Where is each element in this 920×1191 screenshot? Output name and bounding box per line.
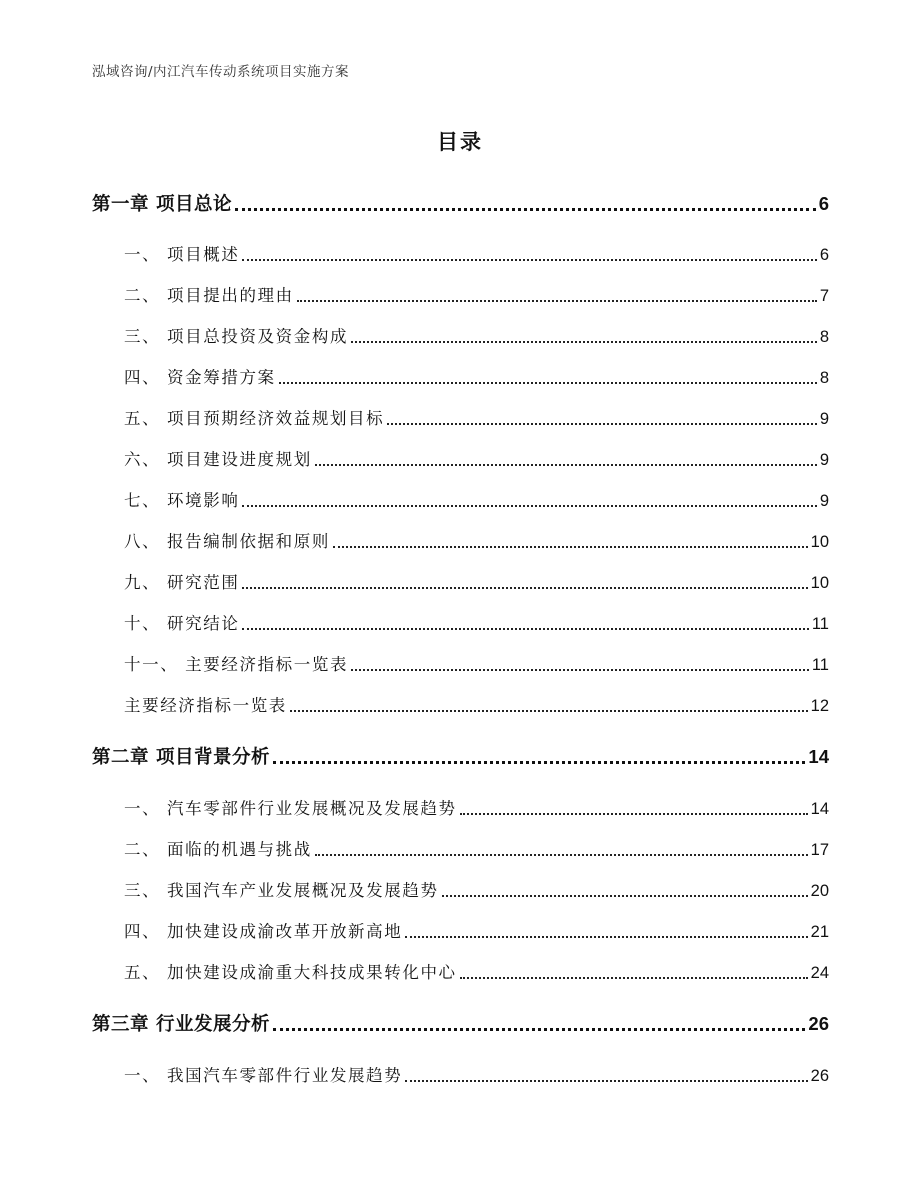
toc-entry-page: 14 <box>810 800 829 818</box>
toc-entry-label: 第一章 项目总论 <box>92 194 232 215</box>
dot-leader <box>351 669 809 671</box>
toc-entry-label: 八、 报告编制依据和原则 <box>124 532 330 551</box>
toc-entry-page: 11 <box>811 656 829 674</box>
toc-entry-label: 五、 项目预期经济效益规划目标 <box>124 409 385 428</box>
toc-entry-label: 四、 加快建设成渝改革开放新高地 <box>124 922 403 941</box>
toc-entry-page: 10 <box>810 574 829 592</box>
dot-leader <box>387 423 817 425</box>
dot-leader <box>351 341 817 343</box>
toc-entry-label: 一、 我国汽车零部件行业发展趋势 <box>124 1066 403 1085</box>
toc-entry-page: 24 <box>810 964 829 982</box>
toc-entry[interactable] <box>124 651 829 675</box>
toc-entry[interactable] <box>124 323 829 347</box>
toc-entry-page: 7 <box>819 287 829 305</box>
dot-leader <box>405 936 807 938</box>
toc-entry-page: 8 <box>819 369 829 387</box>
toc-entry[interactable] <box>124 569 829 593</box>
toc-entry-page: 10 <box>810 533 829 551</box>
toc-entry[interactable] <box>124 1062 829 1086</box>
toc-entry-label: 七、 环境影响 <box>124 491 240 510</box>
dot-leader <box>405 1080 807 1082</box>
dot-leader <box>279 382 817 384</box>
toc-entry-label: 第二章 项目背景分析 <box>92 747 270 768</box>
toc-entry[interactable] <box>124 282 829 306</box>
toc-entry-label: 五、 加快建设成渝重大科技成果转化中心 <box>124 963 457 982</box>
toc-entry[interactable] <box>124 405 829 429</box>
toc-entry-page: 21 <box>810 923 829 941</box>
dot-leader <box>290 710 808 712</box>
dot-leader <box>460 813 808 815</box>
toc-entry-label: 十、 研究结论 <box>124 614 240 633</box>
toc-entry[interactable] <box>124 528 829 552</box>
toc-entry[interactable] <box>124 959 829 983</box>
dot-leader <box>242 628 808 630</box>
toc-entry-label: 四、 资金筹措方案 <box>124 368 276 387</box>
toc-entry-chapter-1[interactable] <box>92 190 829 216</box>
toc-entry-label: 六、 项目建设进度规划 <box>124 450 312 469</box>
dot-leader <box>315 854 808 856</box>
toc-entry[interactable] <box>124 836 829 860</box>
toc-title: 目录 <box>437 130 483 154</box>
toc-entry[interactable] <box>124 364 829 388</box>
dot-leader <box>297 300 817 302</box>
dot-leader <box>460 977 808 979</box>
toc-entry[interactable] <box>124 877 829 901</box>
toc-entry-page: 12 <box>810 697 829 715</box>
toc-entry-chapter-2[interactable] <box>92 743 829 769</box>
dot-leader <box>242 587 807 589</box>
dot-leader <box>442 895 808 897</box>
toc-entry-chapter-3[interactable] <box>92 1010 829 1036</box>
running-header: 泓域咨询/内江汽车传动系统项目实施方案 <box>92 64 350 80</box>
toc-entry-page: 26 <box>808 1013 829 1034</box>
toc-entry[interactable] <box>124 487 829 511</box>
toc-entry-page: 9 <box>819 451 829 469</box>
dot-leader <box>315 464 817 466</box>
toc-entry-label: 九、 研究范围 <box>124 573 240 592</box>
toc-entry-label: 二、 面临的机遇与挑战 <box>124 840 312 859</box>
toc-entry-label: 一、 汽车零部件行业发展概况及发展趋势 <box>124 799 457 818</box>
dot-leader <box>242 505 816 507</box>
toc-entry-label: 三、 项目总投资及资金构成 <box>124 327 349 346</box>
toc-entry[interactable] <box>124 795 829 819</box>
toc-entry-label: 主要经济指标一览表 <box>124 696 287 715</box>
dot-leader <box>333 546 808 548</box>
toc-entry-page: 26 <box>810 1067 829 1085</box>
toc-entry[interactable] <box>124 692 829 716</box>
toc-entry-label: 一、 项目概述 <box>124 245 240 264</box>
toc-entry-page: 9 <box>819 492 829 510</box>
toc-entry-page: 8 <box>819 328 829 346</box>
toc-entry-page: 6 <box>818 193 829 214</box>
toc-entry-page: 11 <box>811 615 829 633</box>
dot-leader <box>242 259 816 261</box>
dot-leader <box>273 1028 805 1031</box>
toc-entry-page: 9 <box>819 410 829 428</box>
dot-leader <box>235 208 816 211</box>
toc-entry[interactable] <box>124 241 829 265</box>
toc-entry[interactable] <box>124 918 829 942</box>
dot-leader <box>273 761 805 764</box>
toc-entry-page: 20 <box>810 882 829 900</box>
toc-entry-label: 三、 我国汽车产业发展概况及发展趋势 <box>124 881 439 900</box>
toc-entry[interactable] <box>124 610 829 634</box>
toc-entry-label: 十一、 主要经济指标一览表 <box>124 655 349 674</box>
toc-entry-page: 14 <box>808 746 829 767</box>
toc-entry-label: 第三章 行业发展分析 <box>92 1014 270 1035</box>
toc-entry[interactable] <box>124 446 829 470</box>
toc-entry-page: 17 <box>810 841 829 859</box>
toc-entry-label: 二、 项目提出的理由 <box>124 286 294 305</box>
toc-entry-page: 6 <box>819 246 829 264</box>
